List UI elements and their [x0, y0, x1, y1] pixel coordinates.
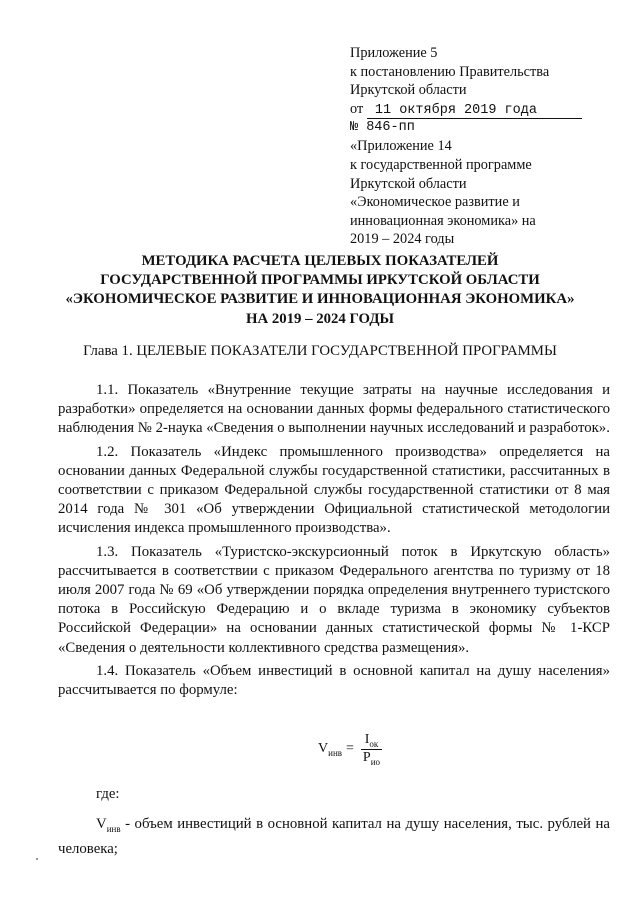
body-text	[58, 381, 610, 704]
paragraph-1-3: 1.3. Показатель «Туристско-экскурсионный поток в Иркутскую область» рассчитывается в соответствии с приказом Федерального агентства по туризму от 18 июля 2007 года № 69 «Об утверждении порядка определения внутреннего туристского потока в Российскую Федерацию и о вкладе туризма в экономику субъектов Российской Федерации» на основании данных статистической формы № 1-КСР «Сведения о деятельности коллективного средства размещения».	[58, 543, 610, 656]
appendix-line: инновационная экономика» на	[350, 212, 536, 229]
appendix-number: № 846-пп	[350, 119, 415, 135]
formula-numerator: $I_{ок}$	[361, 732, 383, 750]
appendix-line: Иркутской области	[350, 175, 467, 192]
formula-denominator: $P_{ио}$	[362, 749, 381, 767]
where-label: где:	[96, 786, 120, 802]
appendix-block	[350, 44, 620, 249]
chapter-heading: Глава 1. ЦЕЛЕВЫЕ ПОКАЗАТЕЛИ ГОСУДАРСТВЕННОЙ ПРОГРАММЫ	[83, 343, 557, 359]
formula-fraction	[359, 732, 384, 767]
document-title	[36, 252, 604, 329]
title-line: «ЭКОНОМИЧЕСКОЕ РАЗВИТИЕ И ИННОВАЦИОННАЯ ЭКОНОМИКА»	[65, 291, 575, 308]
scan-speck	[36, 858, 38, 860]
paragraph-1-1: 1.1. Показатель «Внутренние текущие затраты на научные исследования и разработки» определяется на основании данных формы федерального статистического наблюдения № 2-наука «Сведения о выполнении научных исследований и разработок».	[58, 382, 610, 437]
date-prefix: от	[350, 100, 364, 117]
appendix-line: к постановлению Правительства	[350, 63, 550, 80]
definition-symbol: $V_{инв}$	[96, 816, 121, 834]
title-line: МЕТОДИКА РАСЧЕТА ЦЕЛЕВЫХ ПОКАЗАТЕЛЕЙ	[141, 253, 499, 269]
title-line: НА 2019 – 2024 ГОДЫ	[245, 310, 395, 327]
formula-equals: =	[346, 741, 354, 757]
appendix-date-line	[350, 100, 620, 119]
paragraph-1-2: 1.2. Показатель «Индекс промышленного производства» определяется на основании данных Федеральной службы государственной статистики, рассчитанных в соответствии с приказом Федеральной службы государственной статистики от 8 мая 2014 года № 301 «Об утверждении Официальной статистической методологии исчисления индекса промышленного производства».	[58, 443, 610, 537]
paragraph-1-4: 1.4. Показатель «Объем инвестиций в основной капитал на душу населения» рассчитывается по формуле:	[58, 662, 610, 699]
formula-lhs: $V_{инв}$	[318, 740, 343, 758]
appendix-date: 11 октября 2019 года	[367, 103, 582, 119]
variable-definition	[58, 814, 610, 859]
definition-text: - объем инвестиций в основной капитал на душу населения, тыс. рублей на человека;	[58, 816, 610, 857]
appendix-line: Приложение 5	[350, 45, 438, 61]
appendix-line: 2019 – 2024 годы	[350, 231, 455, 248]
title-line: ГОСУДАРСТВЕННОЙ ПРОГРАММЫ ИРКУТСКОЙ ОБЛАСТИ	[100, 272, 540, 289]
appendix-line: к государственной программе	[350, 156, 532, 173]
appendix-line: Иркутской области	[350, 82, 467, 99]
appendix-line: «Приложение 14	[350, 138, 452, 155]
appendix-line: «Экономическое развитие и	[350, 194, 520, 211]
formula	[318, 732, 384, 767]
